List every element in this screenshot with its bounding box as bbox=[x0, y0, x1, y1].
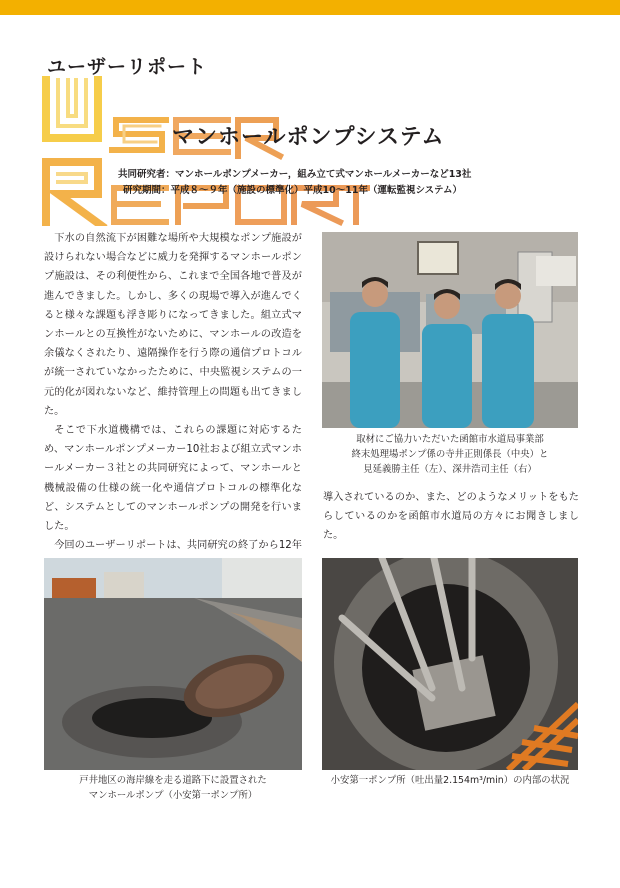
road-manhole-photo bbox=[44, 558, 302, 770]
top-accent-bar bbox=[0, 0, 620, 15]
caption-line: 終末処理場ポンプ係の寺井正則係長（中央）と bbox=[351, 449, 549, 460]
paragraph: 下水の自然流下が困難な場所や大規模なポンプ施設が設けられない場合などに威力を発揮するマンホールポンプ施設は、その利便性から、これまで全国各地で普及が進んできました。しかし、多くの現場で導入が進んでくると様々な課題も浮き彫りになってきました。組立式マンホールとの互換性がないために、マンホールの改造を余儀なくされたり、遠隔操作を行う際の通信プロトコルが統一されていなかったために、中央監視システムの一元的化が図れないなど、維持管理上の問題も出てきました。 bbox=[44, 233, 302, 417]
road-photo-caption bbox=[44, 773, 302, 803]
paragraph: そこで下水道機構では、これらの課題に対応するため、マンホールポンプメーカー10社および組立式マンホールメーカー３社との共同研究によって、マンホールと機械設備の仕様の統一化や通信プロトコルの標準化など、システムとしてのマンホールポンプの開発を行いました。 bbox=[44, 425, 302, 533]
interview-photo-caption bbox=[322, 432, 578, 477]
interview-photo bbox=[322, 232, 578, 428]
caption-line: 見延義勝主任（左）、深井浩司主任（右） bbox=[363, 464, 537, 475]
caption-line: 取材にご協力いただいた函館市水道局事業部 bbox=[356, 434, 544, 445]
caption-line: マンホールポンプ（小安第一ポンプ所） bbox=[88, 790, 258, 801]
research-period: 研究期間：平成８～９年（施設の標準化）平成10～11年（運転監視システム） bbox=[123, 185, 462, 196]
caption-line: 小安第一ポンプ所（吐出量2.154m³/min）の内部の状況 bbox=[330, 775, 570, 786]
interior-photo-caption bbox=[322, 773, 578, 788]
paragraph: 導入されているのか、また、どのようなメリットをもたらしているのかを函館市水道局の方々にお聞きしました。 bbox=[323, 492, 579, 542]
paragraph: 今回のユーザーリポートは、共同研究の終了から12年 bbox=[54, 540, 302, 552]
article-body-right bbox=[323, 488, 579, 546]
research-partners: 共同研究者：マンホールポンプメーカー，組み立て式マンホールメーカーなど13社 bbox=[118, 169, 472, 180]
caption-line: 戸井地区の海岸線を走る道路下に設置された bbox=[79, 775, 267, 786]
pump-interior-photo bbox=[322, 558, 578, 770]
article-body-left bbox=[44, 229, 302, 575]
page-title: マンホールポンプシステム bbox=[172, 125, 445, 150]
research-meta bbox=[118, 167, 471, 199]
user-report-deco-logo bbox=[40, 76, 370, 226]
series-label: ユーザーリポート bbox=[47, 56, 208, 78]
